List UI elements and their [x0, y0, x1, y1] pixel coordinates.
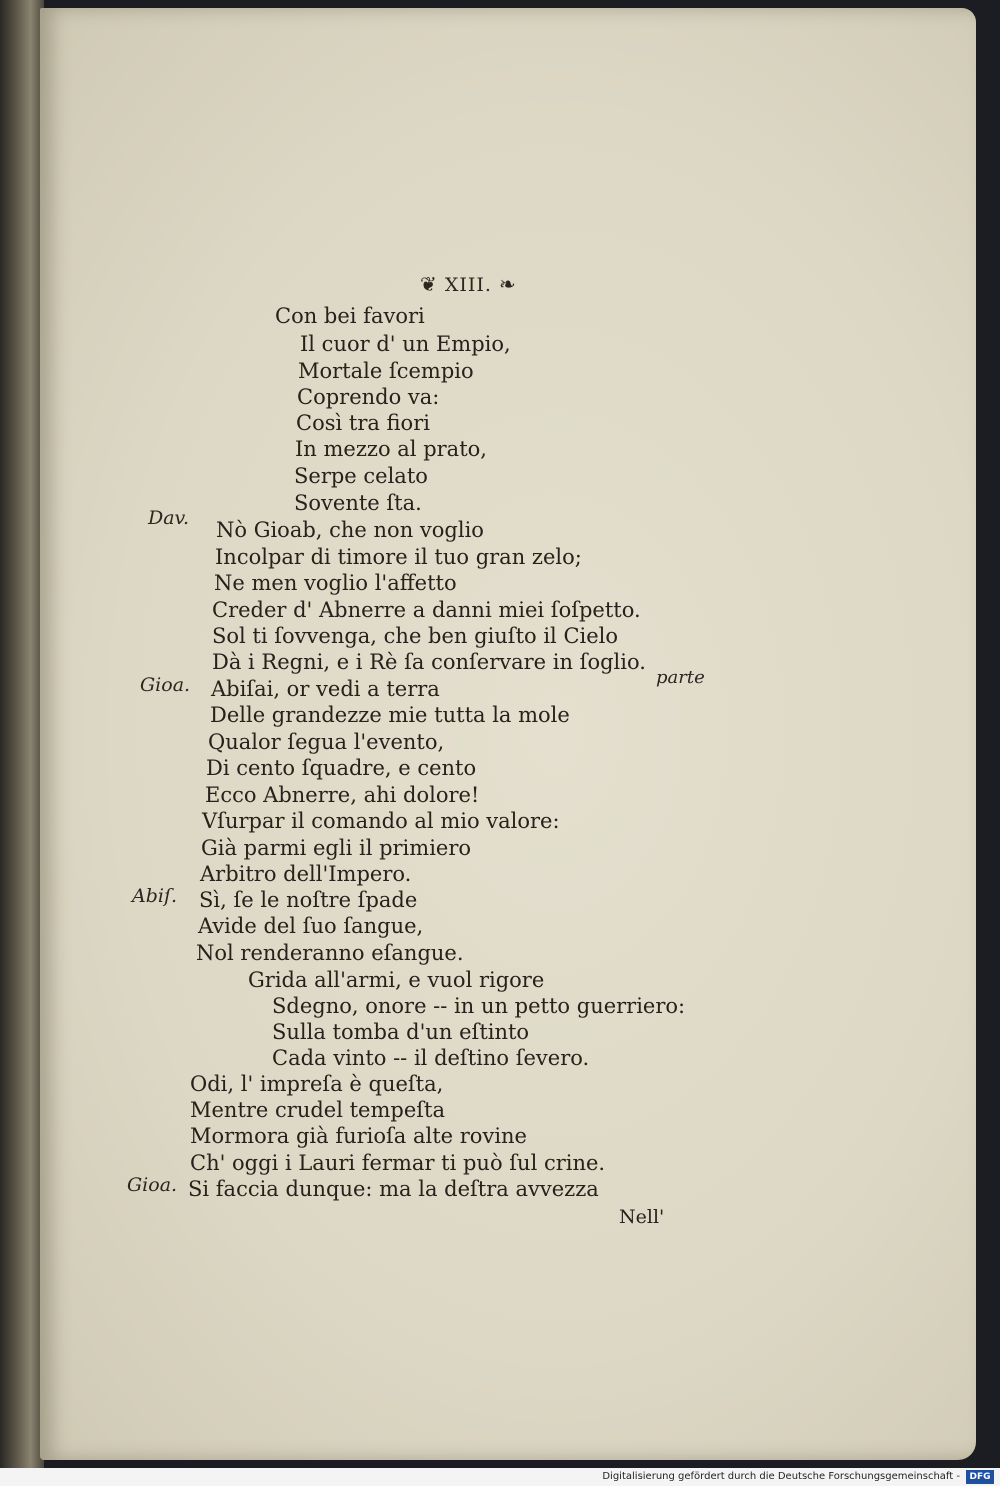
text-line: Qualor ſegua l'evento,: [208, 730, 445, 754]
right-ornament-icon: ❧: [498, 272, 517, 296]
speaker-label: Dav.: [148, 507, 190, 529]
text-line: Così tra fiori: [296, 411, 430, 435]
text-line: Mortale ſcempio: [298, 359, 474, 383]
book-binding: [0, 0, 44, 1468]
footer-credit: Digitalisierung gefördert durch die Deutsche Forschungsgemeinschaft -: [602, 1471, 960, 1482]
text-line: Delle grandezze mie tutta la mole: [210, 703, 570, 727]
text-line: In mezzo al prato,: [295, 437, 487, 461]
text-line: Nò Gioab, che non voglio: [216, 518, 484, 542]
text-line: Mentre crudel tempeſta: [190, 1098, 446, 1122]
footer-bar: [0, 1468, 1000, 1486]
left-ornament-icon: ❦: [420, 272, 438, 296]
speaker-label: Abiſ.: [132, 885, 178, 907]
text-line: Creder d' Abnerre a danni miei ſoſpetto.: [212, 598, 641, 622]
text-line: Avide del ſuo ſangue,: [198, 914, 424, 938]
stage-direction: parte: [656, 667, 705, 688]
speaker-label: Gioa.: [127, 1174, 178, 1196]
text-line: Ch' oggi i Lauri fermar ti può ſul crine.: [190, 1151, 606, 1175]
text-line: Arbitro dell'Impero.: [200, 862, 412, 886]
text-line: Sol ti ſovvenga, che ben giuſto il Cielo: [212, 624, 619, 648]
text-line: Ne men voglio l'affetto: [214, 571, 457, 595]
book-page: [40, 8, 976, 1460]
text-line: Nol renderanno eſangue.: [196, 941, 464, 965]
text-line: Dà i Regni, e i Rè ſa conſervare in ſoglio.: [212, 650, 646, 674]
text-line: Coprendo va:: [297, 385, 440, 409]
text-line: Incolpar di timore il tuo gran zelo;: [215, 545, 582, 569]
text-line: Il cuor d' un Empio,: [300, 332, 511, 356]
text-line: Si faccia dunque: ma la deſtra avvezza: [188, 1177, 599, 1201]
text-line: Vſurpar il comando al mio valore:: [202, 809, 560, 833]
text-line: Sovente ſta.: [294, 491, 422, 515]
catchword: Nell': [619, 1206, 665, 1228]
text-line: Mormora già furioſa alte rovine: [190, 1124, 527, 1148]
text-line: Di cento ſquadre, e cento: [206, 756, 477, 780]
page-header: [420, 272, 517, 296]
text-line: Ecco Abnerre, ahi dolore!: [205, 783, 480, 807]
page-number: XIII.: [444, 274, 492, 296]
text-line: Sulla tomba d'un eſtinto: [272, 1020, 530, 1044]
text-line: Sdegno, onore -- in un petto guerriero:: [272, 994, 686, 1018]
text-line: Odi, l' impreſa è queſta,: [190, 1072, 444, 1096]
text-line: Abiſai, or vedi a terra: [211, 677, 440, 701]
text-line: Grida all'armi, e vuol rigore: [248, 968, 545, 992]
text-line: Cada vinto -- il deſtino ſevero.: [272, 1046, 590, 1070]
speaker-label: Gioa.: [140, 674, 191, 696]
text-line: Serpe celato: [294, 464, 428, 488]
text-line: Con bei favori: [275, 304, 425, 328]
dfg-logo: DFG: [966, 1470, 994, 1484]
text-line: Già parmi egli il primiero: [201, 836, 472, 860]
text-line: Sì, ſe le noſtre ſpade: [199, 888, 418, 912]
